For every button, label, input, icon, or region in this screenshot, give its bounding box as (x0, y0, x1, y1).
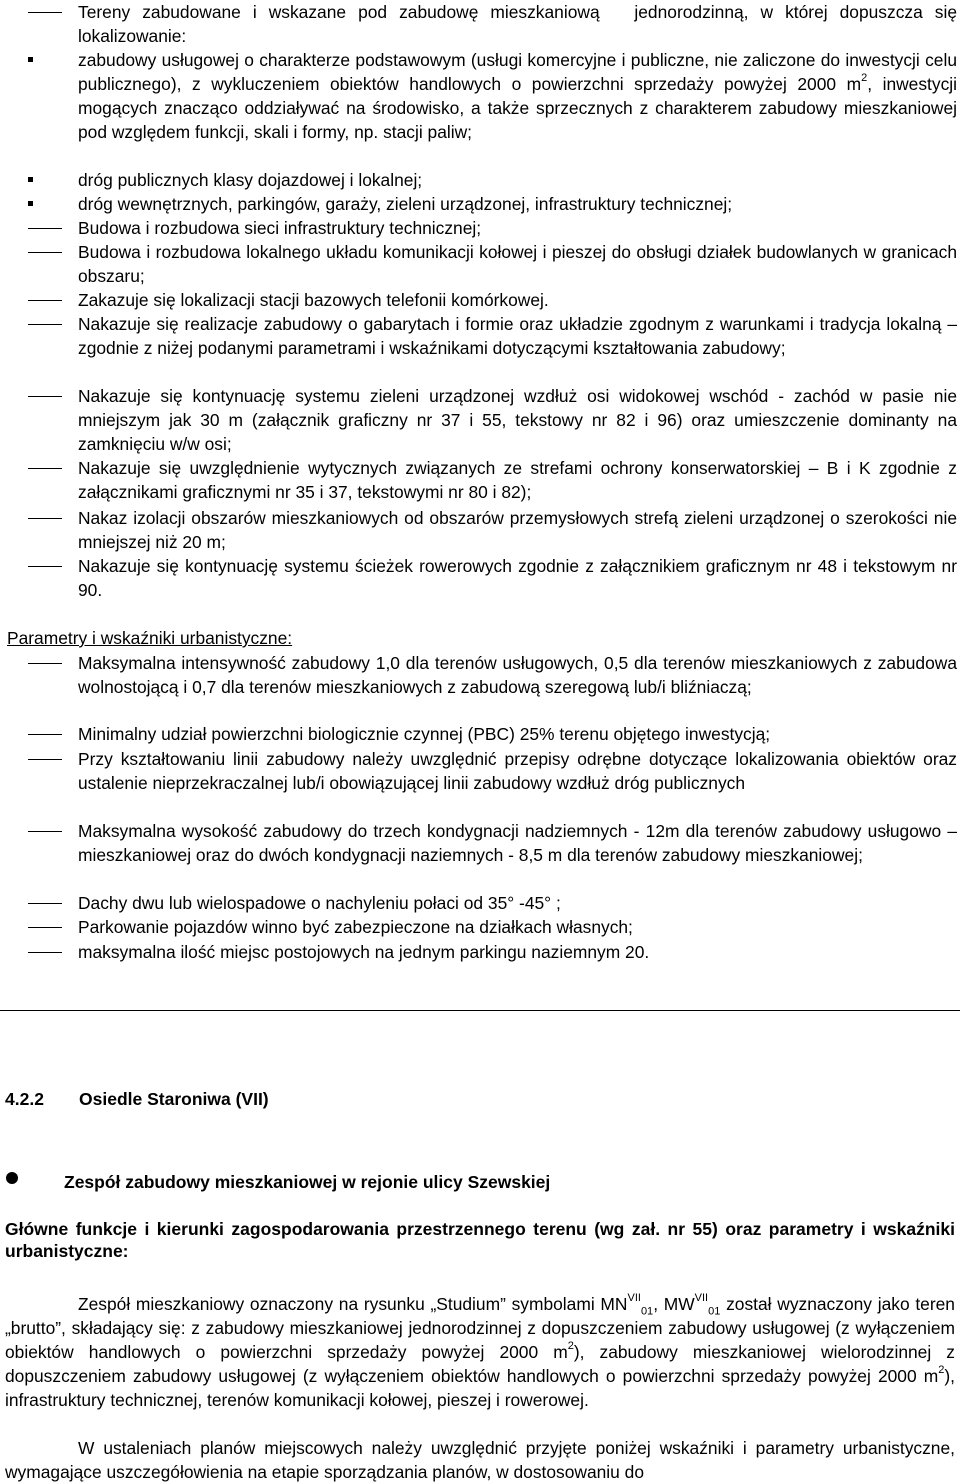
list-item-square (0, 192, 957, 216)
dash-bullet-icon (0, 891, 66, 915)
list-item-dash (0, 384, 957, 456)
list-item-square (0, 48, 957, 144)
dash-bullet-icon (0, 940, 66, 964)
dash-bullet-icon (0, 747, 66, 771)
params-heading: Parametry i wskaźniki urbanistyczne: (7, 628, 293, 648)
params-list-item (0, 747, 957, 795)
dash-bullet-icon (0, 554, 66, 578)
subsection-title: Zespół zabudowy mieszkaniowej w rejonie ulicy Szewskiej (64, 1172, 551, 1192)
dash-bullet-icon (0, 722, 66, 746)
dash-bullet-icon (0, 0, 66, 24)
list-item-text: Nakazuje się uwzględnienie wytycznych związanych ze strefami ochrony konserwatorskiej – B i K zgodnie z załącznikami graficznymi nr 35 i 37, tekstowymi nr 80 i 82); (78, 458, 957, 502)
list-item-dash (0, 216, 957, 240)
section-number: 4.2.2 (5, 1089, 44, 1109)
list-item-text: dróg wewnętrznych, parkingów, garaży, zieleni urządzonej, infrastruktury technicznej; (78, 194, 733, 214)
body-paragraph: Zespół mieszkaniowy oznaczony na rysunku „Studium” symbolami $MN^{VII}_{01}$, $MW^{VII}_{01}$ został wyznaczony jako teren „brutto”, składający się: z zabudowy mieszkaniowej jednorodzinnej z dopuszczeniem zabudowy usługowej (z wyłączeniem obiektów handlowych o powierzchni sprzedaży powyżej 2000 $m^2$), zabudowy mieszkaniowej wielorodzinnej z dopuszczeniem zabudowy usługowej (z wyłączeniem obiektów handlowych o powierzchni sprzedaży powyżej 2000 $m^2$), infrastruktury technicznej, terenów komunikacji kołowej, pieszej i rowerowej. (5, 1292, 955, 1410)
list-item-dash (0, 0, 957, 48)
dash-bullet-icon (0, 456, 66, 480)
list-item-square (0, 168, 957, 192)
list-item-dash (0, 240, 957, 288)
body-paragraph: W ustaleniach planów miejscowych należy uwzględnić przyjęte poniżej wskaźniki i parametry urbanistyczne, wymagające uszczegółowienia na etapie sporządzania planów, w dostosowaniu do (5, 1438, 955, 1482)
params-item-text: Minimalny udział powierzchni biologicznie czynnej (PBC) 25% terenu objętego inwestycją; (78, 724, 771, 744)
params-list-item (0, 891, 957, 915)
main-functions-heading: Główne funkcje i kierunki zagospodarowania przestrzennego terenu (wg zał. nr 55) oraz parametry i wskaźniki urbanistyczne: (5, 1219, 955, 1261)
section-heading (5, 1087, 269, 1111)
params-item-text: Dachy dwu lub wielospadowe o nachyleniu połaci od 35° -45° ; (78, 893, 561, 913)
list-item-text: Nakaz izolacji obszarów mieszkaniowych od obszarów przemysłowych strefą zieleni urządzonej o szerokości nie mniejszej niż 20 m; (78, 508, 957, 552)
params-list-item (0, 940, 957, 964)
params-list-item (0, 915, 957, 939)
list-item-text: dróg publicznych klasy dojazdowej i lokalnej; (78, 170, 423, 190)
dash-bullet-icon (0, 240, 66, 264)
square-bullet-icon (0, 48, 66, 72)
list-item-text: Nakazuje się kontynuację systemu ścieżek rowerowych zgodnie z załącznikiem graficznym nr 48 i tekstowym nr 90. (78, 556, 957, 600)
list-item-text: Budowa i rozbudowa sieci infrastruktury technicznej; (78, 218, 482, 238)
dash-bullet-icon (0, 651, 66, 675)
params-item-text: Przy kształtowaniu linii zabudowy należy uwzględnić przepisy odrębne dotyczące lokalizowania obiektów oraz ustalenie nieprzekraczalnej lub/i obowiązującej linii zabudowy wzdłuż dróg publicznych (78, 749, 957, 793)
dash-bullet-icon (0, 819, 66, 843)
params-list-item (0, 651, 957, 699)
square-bullet-icon (0, 168, 66, 192)
round-bullet-icon (6, 1172, 18, 1184)
list-item-text: zabudowy usługowej o charakterze podstawowym (usługi komercyjne i publiczne, nie zaliczone do inwestycji celu publicznego), z wykluczeniem obiektów handlowych o powierzchni sprzedaży powyżej 2000 $m^2$, inwestycji mogących znacząco oddziaływać na środowisko, a także sprzecznych z charakterem zabudowy mieszkaniowej pod względem funkcji, skali i formy, np. stacji paliw; (78, 50, 957, 142)
section-title: Osiedle Staroniwa (VII) (79, 1089, 269, 1109)
list-item-text: Nakazuje się realizacje zabudowy o gabarytach i formie oraz układzie zgodnym z warunkami i tradycja lokalną – zgodnie z niżej podanymi parametrami i wskaźnikami dotyczącymi kształtowania zabudowy; (78, 314, 957, 358)
list-item-dash (0, 456, 957, 504)
dash-bullet-icon (0, 384, 66, 408)
dash-bullet-icon (0, 288, 66, 312)
list-item-text: Zakazuje się lokalizacji stacji bazowych telefonii komórkowej. (78, 290, 549, 310)
list-item-text: Tereny zabudowane i wskazane pod zabudowę mieszkaniową jednorodzinną, w której dopuszcza się lokalizowanie: (78, 2, 957, 46)
list-item-dash (0, 312, 957, 360)
dash-bullet-icon (0, 506, 66, 530)
dash-bullet-icon (0, 312, 66, 336)
list-item-dash (0, 554, 957, 602)
dash-bullet-icon (0, 915, 66, 939)
list-item-dash (0, 506, 957, 554)
params-item-text: maksymalna ilość miejsc postojowych na jednym parkingu naziemnym 20. (78, 942, 650, 962)
params-list-item (0, 819, 957, 867)
square-bullet-icon (0, 192, 66, 216)
list-item-dash (0, 288, 957, 312)
list-item-text: Budowa i rozbudowa lokalnego układu komunikacji kołowej i pieszej do obsługi działek budowlanych w granicach obszaru; (78, 242, 957, 286)
params-list-item (0, 722, 957, 746)
params-item-text: Maksymalna wysokość zabudowy do trzech kondygnacji nadziemnych - 12m dla terenów zabudowy usługowo – mieszkaniowej oraz do dwóch kondygnacji naziemnych - 8,5 m dla terenów zabudowy mieszkaniowej; (78, 821, 957, 865)
list-item-text: Nakazuje się kontynuację systemu zieleni urządzonej wzdłuż osi widokowej wschód - zachód w pasie nie mniejszym jak 30 m (załącznik graficzny nr 37 i 55, tekstowy nr 82 i 96) oraz umieszczenie dominanty na zamknięciu w/w osi; (78, 386, 957, 454)
params-item-text: Maksymalna intensywność zabudowy 1,0 dla terenów usługowych, 0,5 dla terenów mieszkaniowych z zabudowa wolnostojącą i 0,7 dla terenów mieszkaniowych z zabudową szeregową lub/i bliźniaczą; (78, 653, 957, 697)
params-item-text: Parkowanie pojazdów winno być zabezpieczone na działkach własnych; (78, 917, 633, 937)
section-divider (0, 1010, 960, 1011)
dash-bullet-icon (0, 216, 66, 240)
